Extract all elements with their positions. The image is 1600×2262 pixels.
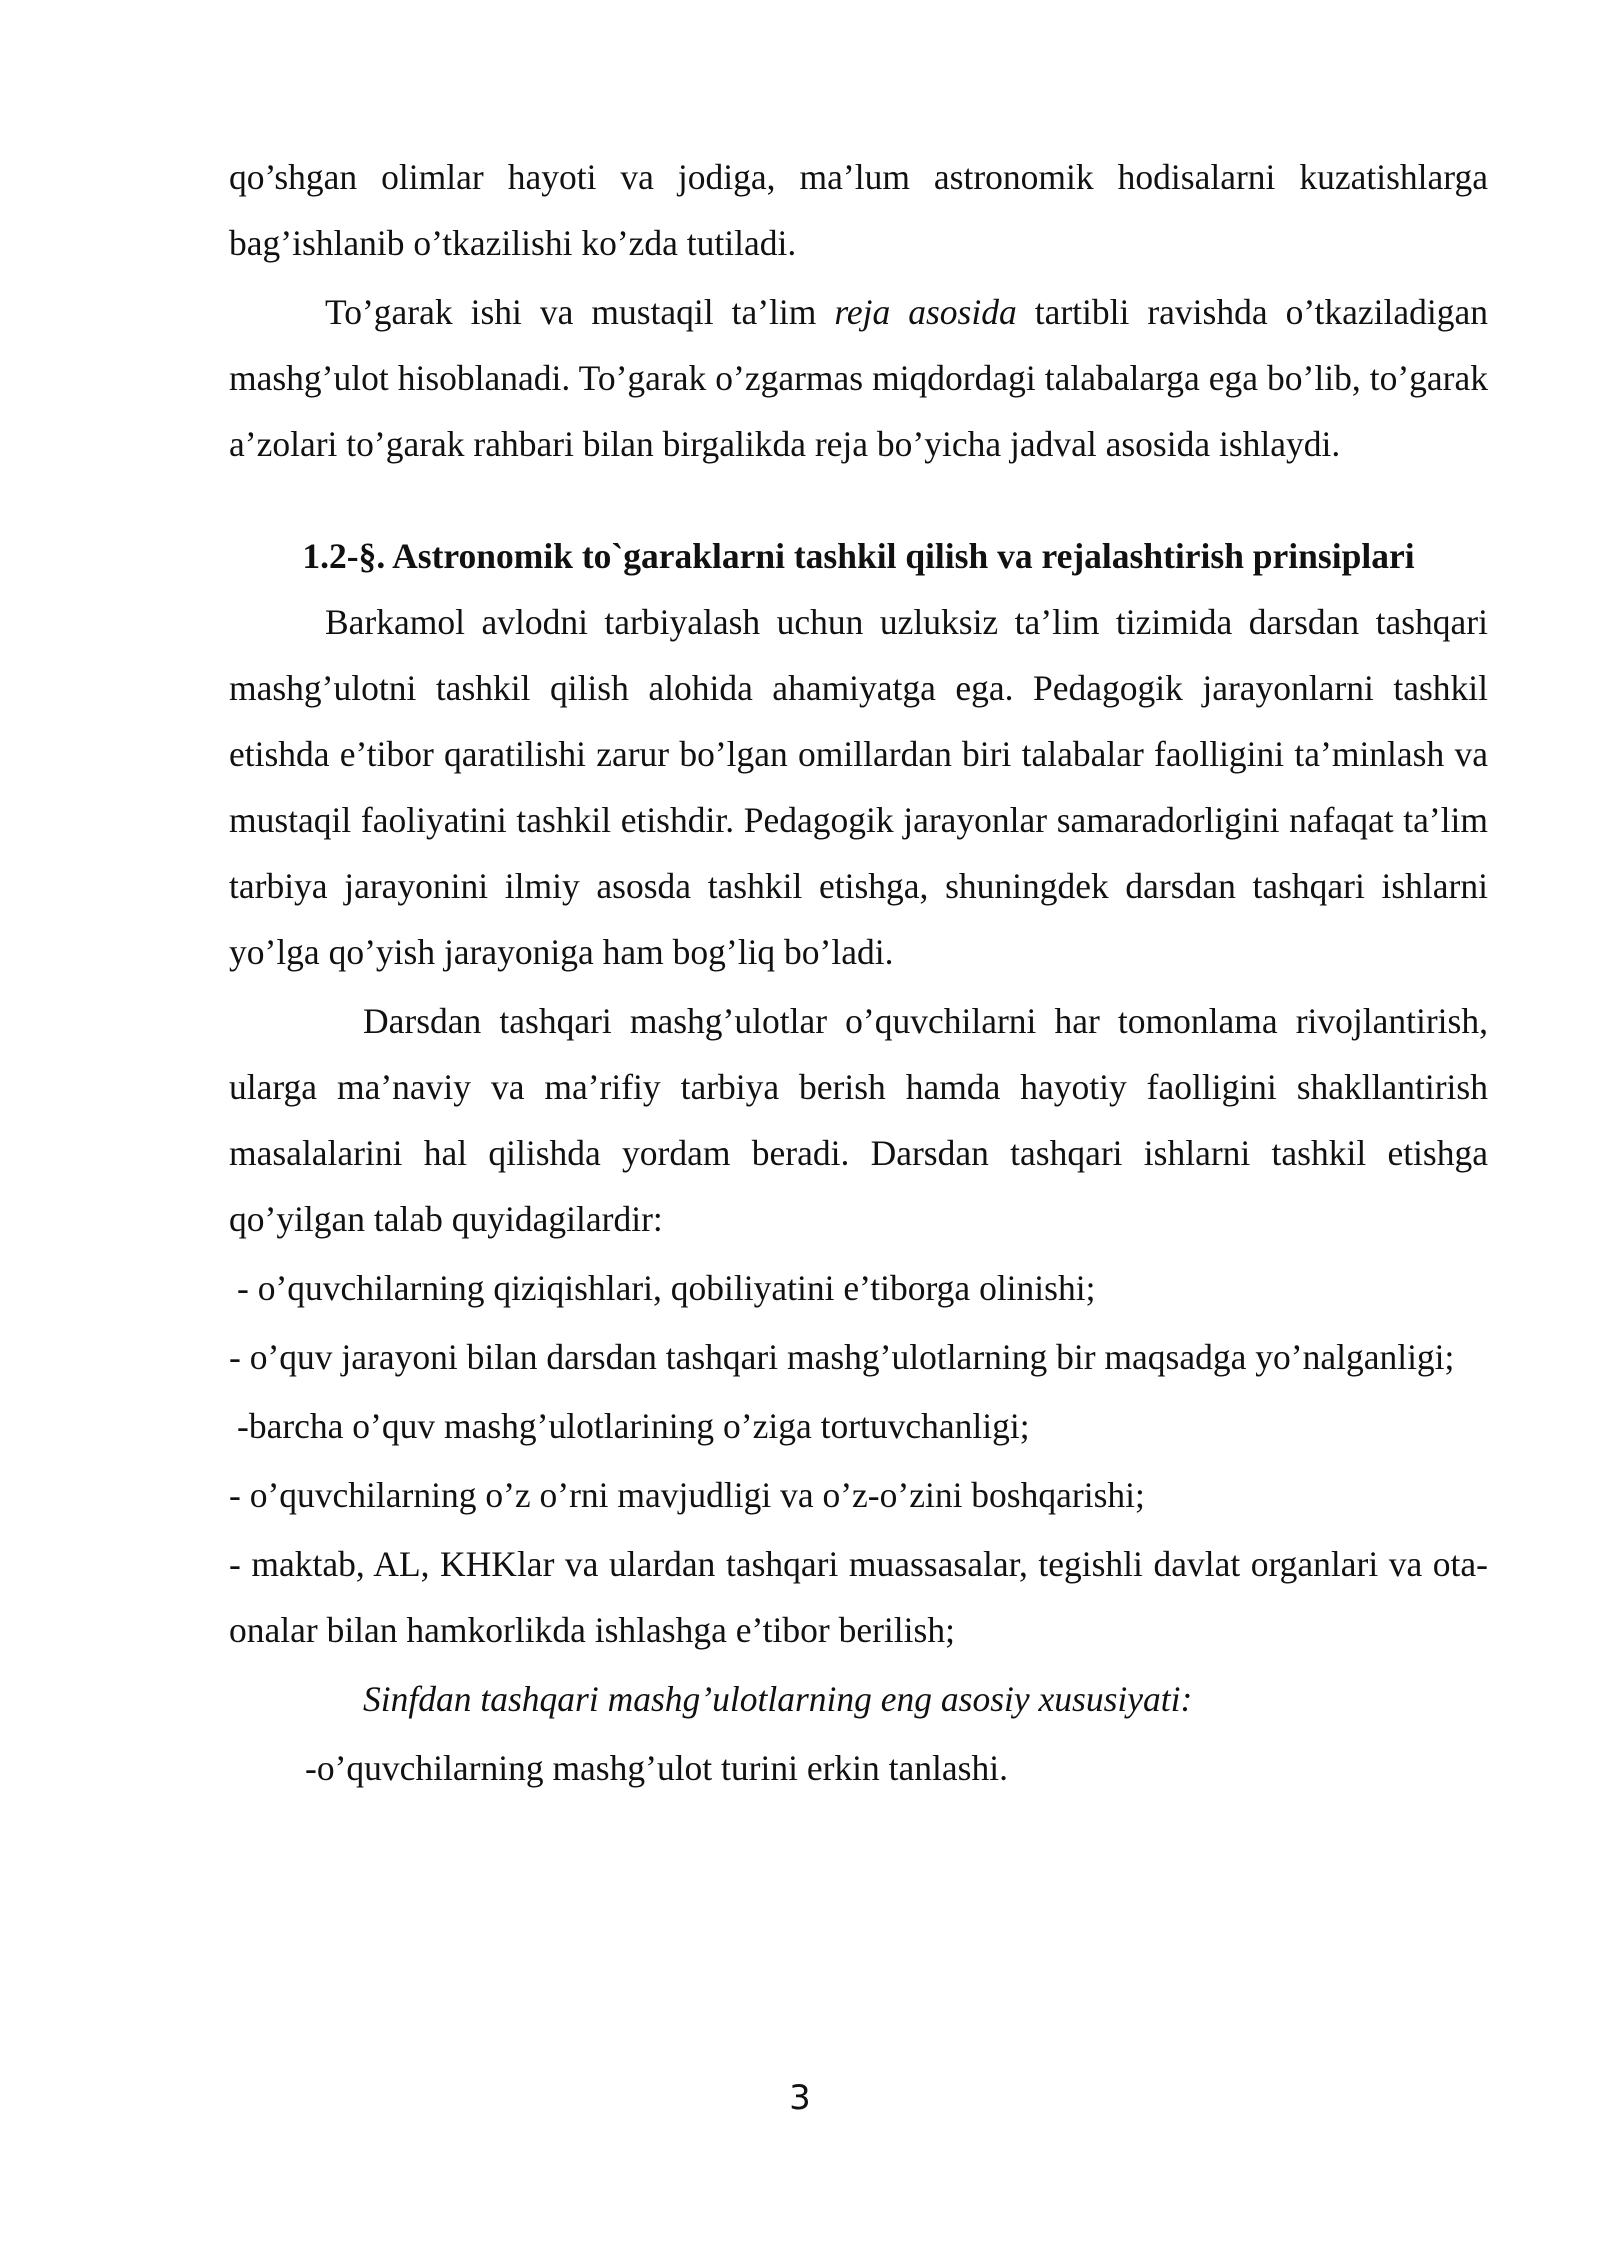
list-item: - o’quvchilarning qiziqishlari, qobiliyatini e’tiborga olinishi; [237, 1268, 1096, 1308]
list-item: -barcha o’quv mashg’ulotlarining o’ziga tortuvchanligi; [237, 1406, 1030, 1446]
section-heading: 1.2-§. Astronomik to`garaklarni tashkil qilish va rejalashtirish prinsiplari [302, 536, 1415, 576]
paragraph-club-work-end: tartibli ravishda o’tkaziladigan mashg’ulot hisoblanadi. To’garak o’zgarmas miqdordagi talabalarga ega bo’lib, to’garak a’zolari to’garak rahbari bilan birgalikda reja bo’yicha jadval asosida ishlaydi. [229, 292, 1488, 464]
italic-subheading: Sinfdan tashqari mashg’ulotlarning eng asosiy xususiyati: [363, 1679, 1193, 1719]
list-item-final: -o’quvchilarning mashg’ulot turini erkin tanlashi. [305, 1748, 1008, 1788]
list-item: - maktab, AL, KHKlar va ulardan tashqari muassasalar, tegishli davlat organlari va ota-onalar bilan hamkorlikda ishlashga e’tibor berilish; [229, 1544, 1488, 1650]
paragraph-club-work [229, 279, 1488, 477]
list-item: - o’quv jarayoni bilan darsdan tashqari mashg’ulotlarning bir maqsadga yo’nalganligi; [229, 1337, 1455, 1377]
paragraph-barkamol: Barkamol avlodni tarbiyalash uchun uzluksiz ta’lim tizimida darsdan tashqari mashg’ulotni tashkil qilish alohida ahamiyatga ega. Pedagogik jarayonlarni tashkil etishda e’tibor qaratilishi zarur bo’lgan omillardan biri talabalar faolligini ta’minlash va mustaqil faoliyatini tashkil etishdir. Pedagogik jarayonlar samaradorligini nafaqat ta’lim tarbiya jarayonini ilmiy asosda tashkil etishga, shuningdek darsdan tashqari ishlarni yo’lga qo’yish jarayoniga ham bog’liq bo’ladi. [229, 602, 1488, 972]
italic-phrase: reja asosida [834, 292, 1017, 332]
paragraph-darsdan: Darsdan tashqari mashg’ulotlar o’quvchilarni har tomonlama rivojlantirish, ularga ma’naviy va ma’rifiy tarbiya berish hamda hayotiy faolligini shakllantirish masalalarini hal qilishda yordam beradi. Darsdan tashqari ishlarni tashkil etishga qo’yilgan talab quyidagilardir: [229, 1001, 1488, 1239]
section-spacer [229, 477, 1488, 517]
page-number: 3 [789, 2078, 811, 2118]
paragraph-club-work-start: To’garak ishi va mustaqil ta’lim [325, 292, 835, 332]
page-body [229, 144, 1488, 1801]
paragraph-continuation: qo’shgan olimlar hayoti va jodiga, ma’lum astronomik hodisalarni kuzatishlarga bag’ishlanib o’tkazilishi ko’zda tutiladi. [229, 157, 1488, 263]
list-item: - o’quvchilarning o’z o’rni mavjudligi va o’z-o’zini boshqarishi; [229, 1475, 1145, 1515]
